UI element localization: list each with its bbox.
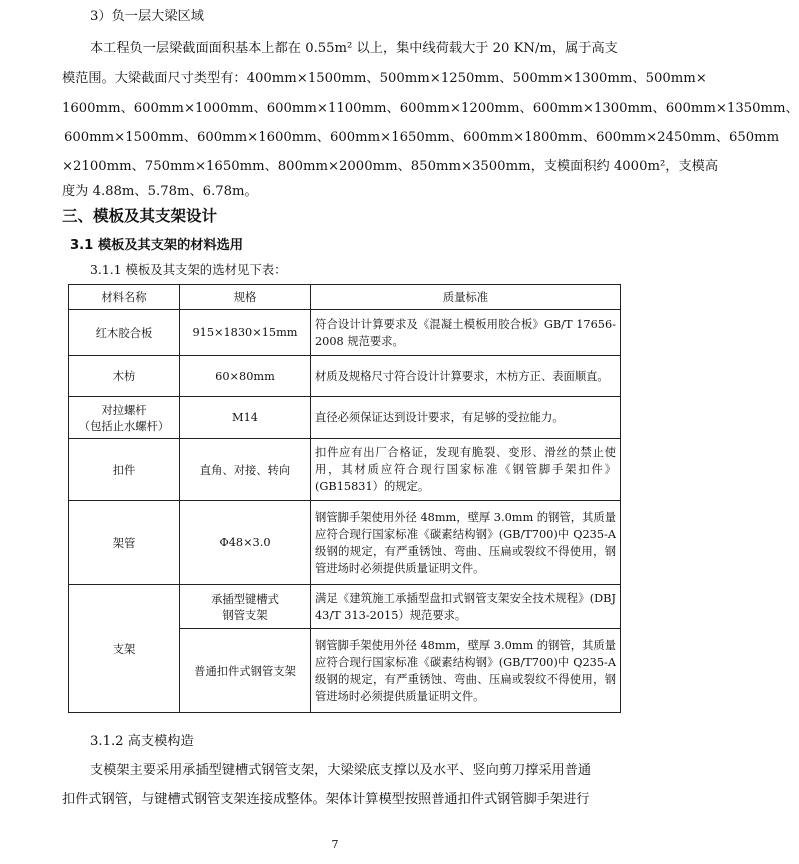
materials-table [68,284,621,713]
page-number: 7 [331,838,339,851]
material-quality: 符合设计计算要求及《混凝土模板用胶合板》GB/T 17656-2008 规范要求。 [311,310,621,356]
material-quality: 钢管脚手架使用外径 48mm，壁厚 3.0mm 的钢管，其质量应符合现行国家标准《碳素结构钢》(GB/T700)中 Q235-A 级钢的规定，有严重锈蚀、弯曲、压扁或裂纹不得使用，钢管进场时必须提供质量证明文件。 [311,629,621,713]
material-quality: 直径必须保证达到设计要求，有足够的受拉能力。 [311,397,621,439]
table-row [69,439,621,501]
material-name-line: 对拉螺杆 [101,403,147,417]
table-row [69,585,621,629]
material-quality: 满足《建筑施工承插型盘扣式钢管支架安全技术规程》(DBJ 43/T 313-2015）规范要求。 [311,585,621,629]
subsection-title: 3.1 模板及其支架的材料选用 [70,238,244,253]
material-quality: 材质及规格尺寸符合设计计算要求，木枋方正、表面顺直。 [311,356,621,397]
table-row [69,397,621,439]
material-name-note: （包括止水螺杆） [78,419,170,433]
header-material-name: 材料名称 [69,285,180,310]
material-spec-line: 承插型键槽式 [211,592,279,606]
subsubsection-title: 3.1.2 高支模构造 [90,734,194,749]
table-row [69,501,621,585]
material-quality: 钢管脚手架使用外径 48mm，壁厚 3.0mm 的钢管，其质量应符合现行国家标准《碳素结构钢》(GB/T700)中 Q235-A 级钢的规定，有严重锈蚀、弯曲、压扁或裂纹不得使用，钢管进场时必须提供质量证明文件。 [311,501,621,585]
material-spec: Φ48×3.0 [180,501,311,585]
material-name: 架管 [69,501,180,585]
header-spec: 规格 [180,285,311,310]
paragraph-line: 600mm×1500mm、600mm×1600mm、600mm×1650mm、600mm×1800mm、600mm×2450mm、650mm [64,130,780,145]
paragraph-line: 本工程负一层梁截面面积基本上都在 0.55m² 以上，集中线荷载大于 20 KN/m，属于高支 [90,41,618,56]
header-quality: 质量标准 [311,285,621,310]
material-name: 红木胶合板 [69,310,180,356]
material-name [69,397,180,439]
material-spec: 直角、对接、转向 [180,439,311,501]
paragraph-line: 度为 4.88m、5.78m、6.78m。 [62,184,258,199]
paragraph-line: 1600mm、600mm×1000mm、600mm×1100mm、600mm×1200mm、600mm×1300mm、600mm×1350mm、 [62,101,799,116]
paragraph-line: 模范围。大梁截面尺寸类型有：400mm×1500mm、500mm×1250mm、500mm×1300mm、500mm× [62,71,707,86]
subsection-heading: 3）负一层大梁区域 [90,9,204,24]
material-spec: M14 [180,397,311,439]
section-title: 三、模板及其支架设计 [62,207,218,225]
material-spec-line: 钢管支架 [222,608,268,622]
material-spec: 普通扣件式钢管支架 [180,629,311,713]
material-name: 木枋 [69,356,180,397]
table-row [69,356,621,397]
table-intro: 3.1.1 模板及其支架的选材见下表： [90,262,287,277]
material-name: 扣件 [69,439,180,501]
material-spec [180,585,311,629]
paragraph-line: ×2100mm、750mm×1650mm、800mm×2000mm、850mm×3500mm，支模面积约 4000m²，支模高 [62,159,719,174]
table-row [69,310,621,356]
material-spec: 60×80mm [180,356,311,397]
material-spec: 915×1830×15mm [180,310,311,356]
table-header-row [69,285,621,310]
paragraph-line: 支模架主要采用承插型键槽式钢管支架，大梁梁底支撑以及水平、竖向剪刀撑采用普通 [90,763,592,778]
material-quality: 扣件应有出厂合格证，发现有脆裂、变形、滑丝的禁止使用，其材质应符合现行国家标准《钢管脚手架扣件》(GB15831）的规定。 [311,439,621,501]
material-name: 支架 [69,585,180,713]
paragraph-line: 扣件式钢管，与键槽式钢管支架连接成整体。架体计算模型按照普通扣件式钢管脚手架进行 [62,792,590,807]
